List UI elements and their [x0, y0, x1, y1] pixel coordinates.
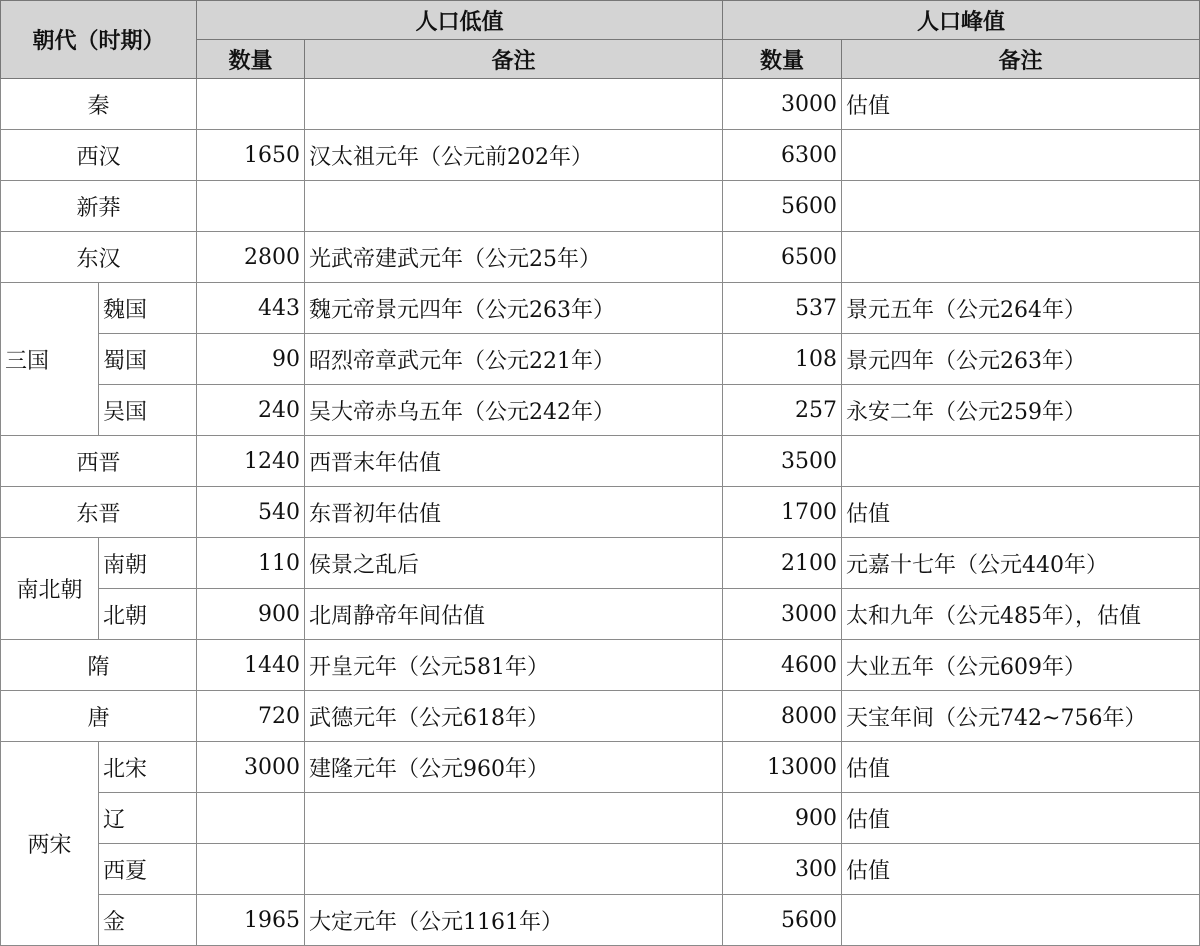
- peak-note: 估值: [842, 793, 1200, 844]
- peak-note: 估值: [842, 79, 1200, 130]
- low-note: 西晋末年估值: [305, 436, 723, 487]
- peak-count: 13000: [723, 742, 842, 793]
- low-population-header: 人口低值: [197, 1, 723, 40]
- peak-note: 元嘉十七年（公元440年）: [842, 538, 1200, 589]
- low-count: [197, 844, 305, 895]
- peak-note: [842, 130, 1200, 181]
- peak-note: 估值: [842, 844, 1200, 895]
- table-row: [1, 181, 1200, 232]
- dynasty-column-header: 朝代（时期）: [1, 1, 197, 79]
- low-note: 光武帝建武元年（公元25年）: [305, 232, 723, 283]
- peak-note: [842, 436, 1200, 487]
- dynasty-name: 新莽: [1, 181, 197, 232]
- sub-dynasty-name: 西夏: [99, 844, 197, 895]
- table-row: [1, 538, 1200, 589]
- low-note: 汉太祖元年（公元前202年）: [305, 130, 723, 181]
- table-row: [1, 589, 1200, 640]
- peak-note: 估值: [842, 487, 1200, 538]
- dynasty-name: 隋: [1, 640, 197, 691]
- low-count: 3000: [197, 742, 305, 793]
- dynasty-name: 西汉: [1, 130, 197, 181]
- peak-population-header: 人口峰值: [723, 1, 1200, 40]
- table-row: [1, 742, 1200, 793]
- low-count: 90: [197, 334, 305, 385]
- low-count: [197, 181, 305, 232]
- dynasty-name: 东晋: [1, 487, 197, 538]
- dynasty-name: 西晋: [1, 436, 197, 487]
- low-count: 900: [197, 589, 305, 640]
- group-name: 三国: [1, 283, 99, 436]
- table-row: [1, 895, 1200, 946]
- peak-note: 估值: [842, 742, 1200, 793]
- low-count: 540: [197, 487, 305, 538]
- peak-count: 6500: [723, 232, 842, 283]
- peak-count: 3500: [723, 436, 842, 487]
- low-count: 1965: [197, 895, 305, 946]
- peak-note: 天宝年间（公元742~756年）: [842, 691, 1200, 742]
- peak-note: 太和九年（公元485年），估值: [842, 589, 1200, 640]
- table-row: [1, 385, 1200, 436]
- table-header: [1, 1, 1200, 79]
- table-row: [1, 640, 1200, 691]
- low-count: [197, 79, 305, 130]
- low-note-header: 备注: [305, 40, 723, 79]
- low-count: 720: [197, 691, 305, 742]
- sub-dynasty-name: 吴国: [99, 385, 197, 436]
- table-row: [1, 844, 1200, 895]
- sub-dynasty-name: 北宋: [99, 742, 197, 793]
- peak-note: 景元五年（公元264年）: [842, 283, 1200, 334]
- low-note: [305, 793, 723, 844]
- low-count: 1240: [197, 436, 305, 487]
- group-name: 南北朝: [1, 538, 99, 640]
- table-row: [1, 232, 1200, 283]
- peak-count: 5600: [723, 181, 842, 232]
- peak-count: 257: [723, 385, 842, 436]
- peak-count: 8000: [723, 691, 842, 742]
- peak-note: 景元四年（公元263年）: [842, 334, 1200, 385]
- low-note: 魏元帝景元四年（公元263年）: [305, 283, 723, 334]
- low-count: 240: [197, 385, 305, 436]
- low-note: 开皇元年（公元581年）: [305, 640, 723, 691]
- dynasty-name: 东汉: [1, 232, 197, 283]
- table-row: [1, 793, 1200, 844]
- table-row: [1, 79, 1200, 130]
- group-name: 两宋: [1, 742, 99, 946]
- sub-dynasty-name: 北朝: [99, 589, 197, 640]
- low-note: 建隆元年（公元960年）: [305, 742, 723, 793]
- sub-dynasty-name: 魏国: [99, 283, 197, 334]
- low-count-header: 数量: [197, 40, 305, 79]
- peak-count-header: 数量: [723, 40, 842, 79]
- low-note: 昭烈帝章武元年（公元221年）: [305, 334, 723, 385]
- low-count: 443: [197, 283, 305, 334]
- table-row: [1, 130, 1200, 181]
- low-count: [197, 793, 305, 844]
- peak-count: 3000: [723, 79, 842, 130]
- peak-note: [842, 181, 1200, 232]
- table-row: [1, 487, 1200, 538]
- peak-count: 537: [723, 283, 842, 334]
- peak-note: [842, 895, 1200, 946]
- peak-count: 3000: [723, 589, 842, 640]
- peak-count: 4600: [723, 640, 842, 691]
- peak-count: 5600: [723, 895, 842, 946]
- peak-note: 大业五年（公元609年）: [842, 640, 1200, 691]
- low-note: [305, 79, 723, 130]
- low-note: 东晋初年估值: [305, 487, 723, 538]
- peak-note-header: 备注: [842, 40, 1200, 79]
- peak-count: 6300: [723, 130, 842, 181]
- low-note: 武德元年（公元618年）: [305, 691, 723, 742]
- low-note: 吴大帝赤乌五年（公元242年）: [305, 385, 723, 436]
- table-row: [1, 283, 1200, 334]
- sub-dynasty-name: 南朝: [99, 538, 197, 589]
- peak-note: [842, 232, 1200, 283]
- peak-count: 1700: [723, 487, 842, 538]
- table-row: [1, 334, 1200, 385]
- low-note: 侯景之乱后: [305, 538, 723, 589]
- peak-count: 900: [723, 793, 842, 844]
- low-note: 北周静帝年间估值: [305, 589, 723, 640]
- peak-count: 300: [723, 844, 842, 895]
- peak-note: 永安二年（公元259年）: [842, 385, 1200, 436]
- low-count: 1440: [197, 640, 305, 691]
- table-row: [1, 436, 1200, 487]
- table-row: [1, 691, 1200, 742]
- low-count: 110: [197, 538, 305, 589]
- peak-count: 108: [723, 334, 842, 385]
- low-count: 1650: [197, 130, 305, 181]
- low-note: 大定元年（公元1161年）: [305, 895, 723, 946]
- sub-dynasty-name: 蜀国: [99, 334, 197, 385]
- sub-dynasty-name: 金: [99, 895, 197, 946]
- low-count: 2800: [197, 232, 305, 283]
- dynasty-name: 唐: [1, 691, 197, 742]
- dynasty-name: 秦: [1, 79, 197, 130]
- peak-count: 2100: [723, 538, 842, 589]
- low-note: [305, 844, 723, 895]
- sub-dynasty-name: 辽: [99, 793, 197, 844]
- low-note: [305, 181, 723, 232]
